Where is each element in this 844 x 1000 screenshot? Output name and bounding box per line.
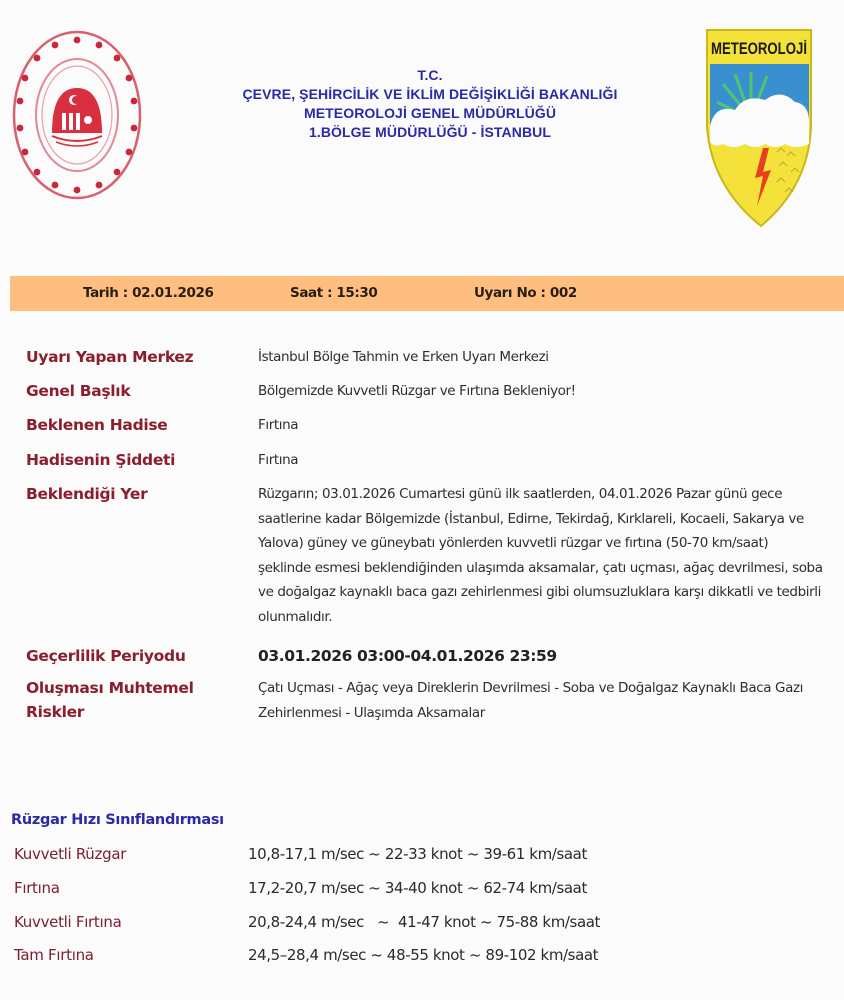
detail-value: 03.01.2026 03:00-04.01.2026 23:59 (258, 647, 557, 665)
detail-value: Çatı Uçması - Ağaç veya Direklerin Devrilmesi - Soba ve Doğalgaz Kaynaklı Baca Gazı Zehirlenmesi - Ulaşımda Aksamalar (258, 680, 804, 721)
detail-label: Oluşması Muhtemel Riskler (26, 679, 194, 721)
ministry-header (160, 66, 700, 142)
wind-class-row (0, 845, 844, 875)
detail-value: Fırtına (258, 452, 299, 468)
meteoroloji-shield-icon (705, 26, 813, 230)
detail-label: Genel Başlık (26, 382, 131, 400)
detail-value: İstanbul Bölge Tahmin ve Erken Uyarı Merkezi (258, 349, 549, 365)
svg-text:METEOROLOJİ: METEOROLOJİ (711, 39, 807, 58)
wind-class-name: Kuvvetli Rüzgar (14, 845, 127, 863)
wind-class-name: Tam Fırtına (14, 946, 94, 964)
wind-class-value: 20,8-24,4 m/sec ~ 41-47 knot ~ 75-88 km/saat (248, 913, 601, 931)
wind-class-name: Fırtına (14, 879, 60, 897)
warning-info-banner (10, 276, 844, 311)
wind-class-value: 17,2-20,7 m/sec ~ 34-40 knot ~ 62-74 km/saat (248, 879, 587, 897)
wind-class-name: Kuvvetli Fırtına (14, 913, 122, 931)
wind-class-value: 10,8-17,1 m/sec ~ 22-33 knot ~ 39-61 km/saat (248, 845, 587, 863)
detail-label: Hadisenin Şiddeti (26, 451, 176, 469)
detail-label: Uyarı Yapan Merkez (26, 348, 194, 366)
header-line-ministry: ÇEVRE, ŞEHİRCİLİK VE İKLİM DEĞİŞİKLİĞİ BAKANLIĞI (242, 86, 618, 102)
wind-class-row (0, 879, 844, 909)
detail-value: Bölgemizde Kuvvetli Rüzgar ve Fırtına Bekleniyor! (258, 383, 576, 399)
wind-class-row (0, 913, 844, 943)
wind-class-row (0, 946, 844, 976)
warning-date: Tarih : 02.01.2026 (83, 285, 214, 301)
warning-time: Saat : 15:30 (290, 285, 378, 301)
detail-label: Geçerlilik Periyodu (26, 647, 186, 665)
detail-value: Fırtına (258, 417, 299, 433)
detail-label: Beklenen Hadise (26, 416, 168, 434)
wind-classification-title: Rüzgar Hızı Sınıflandırması (11, 812, 224, 828)
header-line-directorate: METEOROLOJİ GENEL MÜDÜRLÜĞÜ (303, 105, 557, 121)
warning-number: Uyarı No : 002 (474, 285, 577, 301)
header-line-region: 1.BÖLGE MÜDÜRLÜĞÜ - İSTANBUL (308, 124, 552, 140)
detail-label: Beklendiği Yer (26, 485, 148, 503)
detail-value: Rüzgarın; 03.01.2026 Cumartesi günü ilk saatlerden, 04.01.2026 Pazar günü gece saatlerine kadar Bölgemizde (İstanbul, Edirne, Tekirdağ, Kırklareli, Kocaeli, Sakarya ve Yalova) güney ve güneybatı yönlerden kuvvetli rüzgar ve fırtına (50-70 km/saat) şeklinde esmesi beklendiğinden ulaşımda aksamalar, çatı uçması, ağaç devrilmesi, soba ve doğalgaz kaynaklı baca gazı zehirlenmesi gibi olumsuzluklara karşı dikkatli ve tedbirli olunmalıdır. (258, 486, 823, 625)
header-line-tc: T.C. (417, 67, 443, 83)
wind-class-value: 24,5–28,4 m/sec ~ 48-55 knot ~ 89-102 km/saat (248, 946, 599, 964)
ministry-seal-icon (10, 28, 144, 202)
